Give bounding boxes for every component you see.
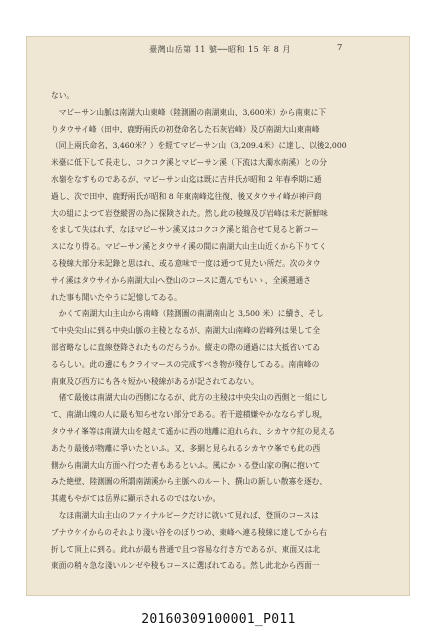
text-line: ブナウケイからのそれより淺い谷をのぼりつめ、東峰へ連る稜線に達してから右 bbox=[51, 527, 327, 537]
text-line: みた絶壁、陸測圖の所謂南湖溪から主脈へのルート、撰山の新しい散寡を逐む、 bbox=[51, 477, 328, 487]
text-line: て中央尖山に到る中央山脈の主稜となるが、南湖大山南峰の岩峰列は果して全 bbox=[51, 326, 321, 336]
text-line: サイ溪はタウサイから南湖大山へ登山のコースに選んでもいゝ、全溪遡通さ bbox=[51, 275, 311, 285]
text-line: 部省略なしに直線登降されたものだらうか。縱走の際の通過には大抵省いてゐ bbox=[51, 342, 321, 352]
body-text bbox=[51, 88, 386, 575]
text-line: る稜線大部分未記錄と思はれ、或る意味で一度は通つて見たい所だ。次のタウ bbox=[51, 258, 321, 268]
text-line: 東面の稍々急な淺いルンゼや稜もコースに選ばれてゐる。然し此北から西面一 bbox=[51, 561, 320, 571]
text-line: て、南湖山塊の人に最も知らせない部分である。若干遊積嫌やかなならずし現， bbox=[51, 410, 328, 420]
text-line: をまして失はれず、なほマビーサン溪又はコクコク溪と組合せて見ると新コー bbox=[51, 225, 319, 235]
text-line: 水嶺をなすものであるが、マビーサン山迄は既に吉井氏が昭和 2 年春季期に通 bbox=[51, 174, 322, 184]
text-line: 偖て最後は南湖大山の西側になるが、此方の主稜は中央尖山の西側と一組にし bbox=[51, 393, 328, 403]
text-line: あたり最後が物離に爭いたといふ。又、多網と見られるシカヤウ峯でも此の西 bbox=[51, 443, 321, 453]
text-line: タウサイ峯等は南湖大山を越えて遙かに西の地離に迫れられ、シカヤウ紅の見える bbox=[51, 426, 336, 436]
text-line: かくて南湖大山主山から南峰（陸測圖の南湖南山と 3,500 米）に續き、そし bbox=[51, 309, 324, 319]
text-line: マビーサン山脈は南湖大山東峰（陸測圖の南湖東山、3,600米）から南東に下 bbox=[51, 107, 327, 117]
text-line: 過し、次で田中、鹿野兩氏が昭和 8 年東南峰迄往復、後又タウサイ峰が神戸商 bbox=[51, 191, 322, 201]
page-number: 7 bbox=[337, 43, 343, 53]
text-line: （同上兩氏命名、3,460米？）を經てマビーサン山（3,209.4米）に達し、以後2,000 bbox=[51, 141, 347, 151]
text-line: 米臺に低下して長走し、コクコク溪とマビーサン溪（下流は大濁水南溪）との分 bbox=[51, 158, 327, 168]
text-line: りタウサイ峰（田中、鹿野兩氏の初登命名した石灰岩峰）及び南湖大山東南峰 bbox=[51, 124, 320, 134]
text-line: 側から南湖大山方面へ行つた者もあるといふ。風にかゝる登山家の胸に抱いて bbox=[51, 460, 321, 470]
text-line: 南東及び西方にも各々短かい稜線があるが記されてゐない。 bbox=[51, 376, 259, 386]
text-line: れた事も聞いたやうに記憶してゐる。 bbox=[51, 292, 182, 302]
text-line: スになり得る。マビーサン溪とタウサイ溪の間に南湖大山主山近くから下りてく bbox=[51, 242, 327, 252]
text-line: なほ南湖大山主山のファイナルピークだけに就いて見れば、登頂のコースは bbox=[51, 510, 319, 520]
text-line: 大の組によつて岩登縱習の為に探険された。然し此の稜線及び岩峰は未だ新鮮味 bbox=[51, 208, 328, 218]
running-head: 臺灣山岳第 11 號──昭和 15 年 8 月 bbox=[149, 45, 291, 54]
text-line: 折して頂上に到る。此れが最も普通で且つ容易な行き方であるが、東面又は北 bbox=[51, 544, 321, 554]
text-line: ない。 bbox=[51, 91, 75, 100]
text-line: るらしい。此の邊にもクライマースの完成すべき物が殘存してゐる。南南峰の bbox=[51, 359, 320, 369]
text-line: 其處もやがては岳界に顯示されるのではないか。 bbox=[51, 494, 221, 504]
image-caption: 20160309100001_P011 bbox=[141, 612, 296, 627]
